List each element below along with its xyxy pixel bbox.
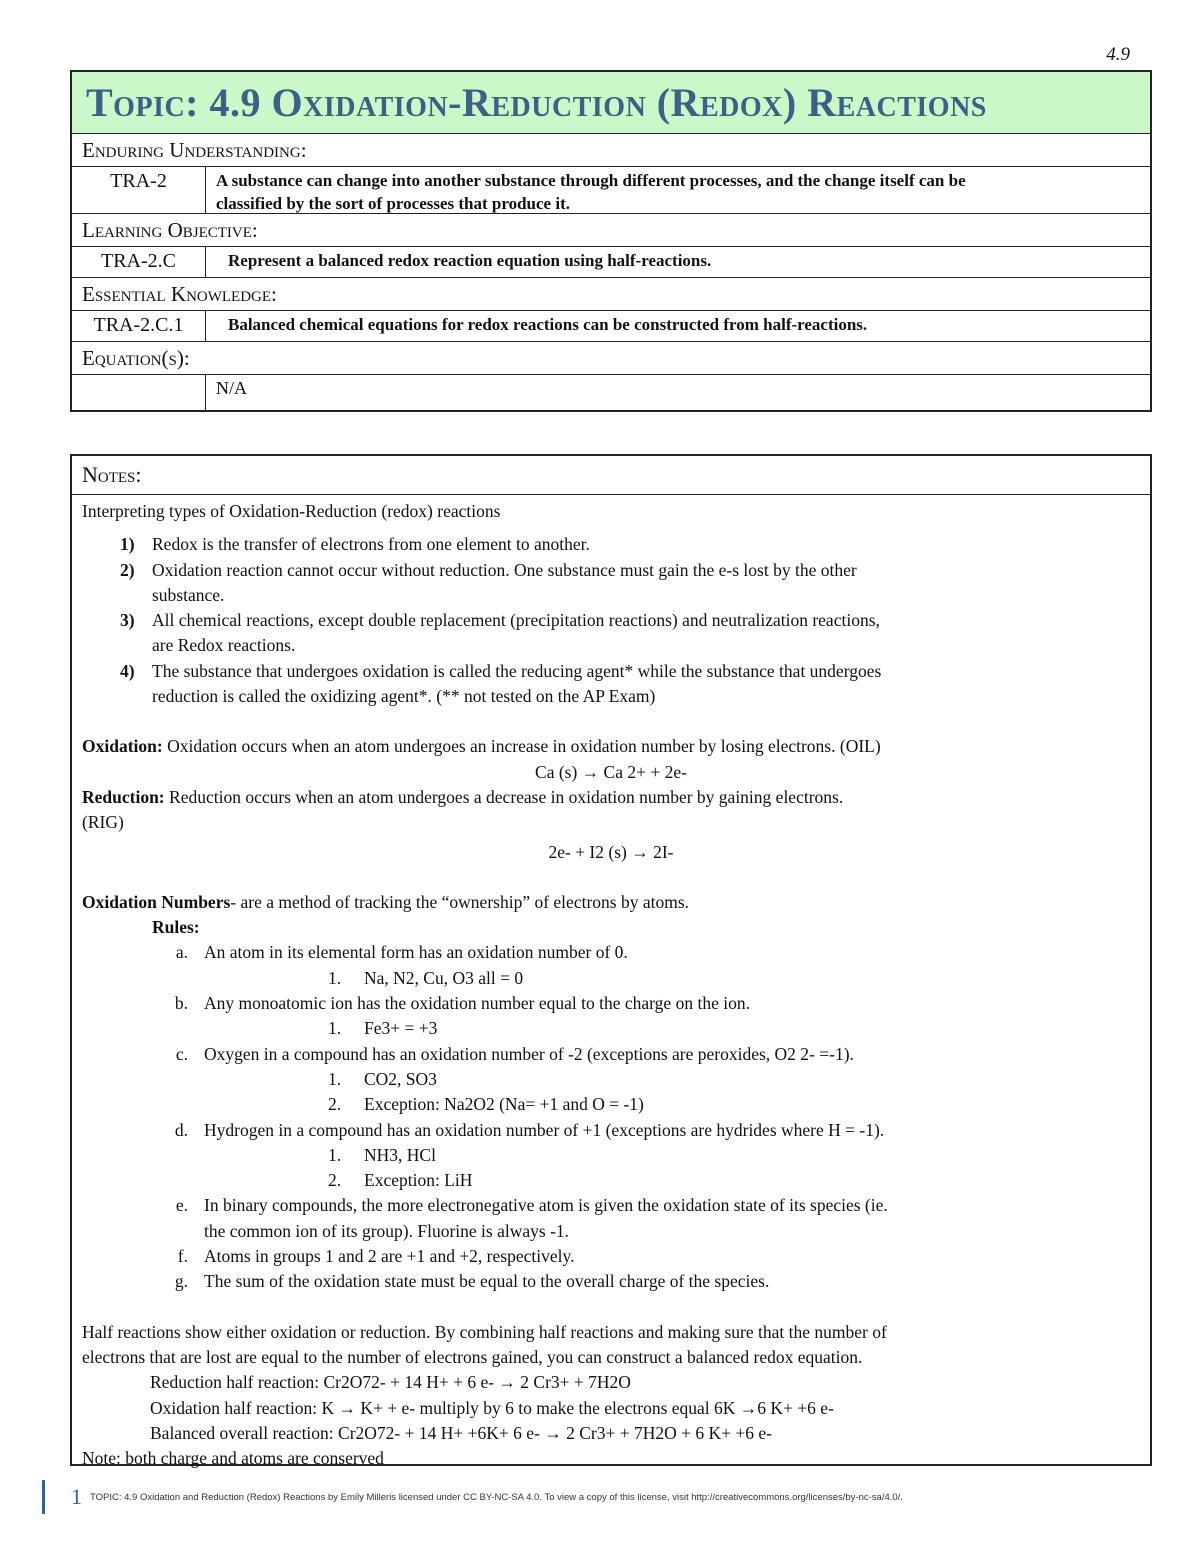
- rule-item: [82, 1042, 1140, 1067]
- enduring-text-line-1: A substance can change into another substance through different processes, and the change itself can be: [216, 171, 966, 190]
- list-item-text: Oxidation reaction cannot occur without reduction. One substance must gain the e-s lost by the other: [152, 559, 857, 580]
- balanced-overall-reaction: [82, 1421, 1140, 1446]
- rule-item: [82, 991, 1140, 1016]
- equations-value: N/A: [216, 378, 247, 398]
- reduction-half-equation: Cr2O72- + 14 H+ + 6 e- → 2 Cr3+ + 7H2O: [323, 1372, 631, 1393]
- rule-example-text: Fe3+ = +3: [364, 1018, 438, 1039]
- equations-row: [72, 375, 1150, 410]
- rule-example-text: NH3, HCl: [364, 1144, 436, 1165]
- footer-license-text: TOPIC: 4.9 Oxidation and Reduction (Redox) Reactions by Emily Milleris licensed under CC BY-NC-SA 4.0. To view a copy of this license, visit http://creativecommons.org/licenses/by-nc-sa/4.0/.: [90, 1491, 903, 1503]
- knowledge-code: TRA-2.C.1: [72, 311, 206, 341]
- rule-example: [82, 1143, 1140, 1168]
- rule-text: Any monoatomic ion has the oxidation number equal to the charge on the ion.: [204, 993, 750, 1014]
- oxidation-numbers-definition: [82, 890, 1140, 915]
- ox-num-term: Oxidation Numbers: [82, 891, 231, 912]
- list-item: [82, 583, 1140, 608]
- list-item: [82, 532, 1140, 557]
- rule-example-number: 1.: [328, 1068, 342, 1089]
- list-item: [82, 608, 1140, 633]
- rule-item: [82, 1244, 1140, 1269]
- reduction-definition: [82, 785, 1140, 810]
- list-item-number: 3): [120, 610, 135, 631]
- page-footer: [42, 1480, 903, 1514]
- reduction-half-label: Reduction half reaction:: [150, 1372, 320, 1393]
- list-item: [82, 558, 1140, 583]
- list-item: [82, 633, 1140, 658]
- half-reactions-para-1: Half reactions show either oxidation or reduction. By combining half reactions and making sure that the number of: [82, 1321, 887, 1342]
- knowledge-text: Balanced chemical equations for redox reactions can be constructed from half-reactions.: [228, 315, 868, 334]
- conservation-note: Note: both charge and atoms are conserved: [82, 1448, 384, 1469]
- knowledge-label: Essential Knowledge:: [72, 278, 1150, 311]
- rule-item: [82, 1269, 1140, 1294]
- equations-label: Equation(s):: [72, 342, 1150, 375]
- oxidation-equation: Ca (s) → Ca 2+ + 2e-: [535, 761, 687, 782]
- list-item-text: All chemical reactions, except double replacement (precipitation reactions) and neutralization reactions,: [152, 610, 880, 631]
- rule-item: [82, 940, 1140, 965]
- list-item-number: 2): [120, 559, 135, 580]
- rule-example: [82, 966, 1140, 991]
- list-item: [82, 659, 1140, 684]
- list-item-text: substance.: [152, 584, 225, 605]
- notes-intro: Interpreting types of Oxidation-Reduction (redox) reactions: [82, 501, 501, 521]
- rules-label: Rules:: [152, 917, 200, 938]
- list-item-text: Redox is the transfer of electrons from one element to another.: [152, 534, 590, 555]
- rule-text: In binary compounds, the more electronegative atom is given the oxidation state of its species (ie.: [204, 1195, 888, 1216]
- rule-example: [82, 1168, 1140, 1193]
- reduction-tag: (RIG): [82, 812, 124, 833]
- topic-header-table: [70, 70, 1152, 412]
- rule-example-number: 2.: [328, 1094, 342, 1115]
- half-reactions-para-2: electrons that are lost are equal to the number of electrons gained, you can construct a balanced redox equation.: [82, 1346, 863, 1367]
- list-item-text: The substance that undergoes oxidation is called the reducing agent* while the substance that undergoes: [152, 660, 882, 681]
- oxidation-half-reaction: [82, 1396, 1140, 1421]
- list-item-number: 4): [120, 660, 135, 681]
- oxidation-term: Oxidation:: [82, 736, 163, 757]
- rule-text: the common ion of its group). Fluorine is always -1.: [204, 1220, 570, 1241]
- rule-text: The sum of the oxidation state must be equal to the overall charge of the species.: [204, 1271, 770, 1292]
- page-number: 4.9: [1106, 44, 1130, 65]
- list-item-text: reduction is called the oxidizing agent*. (** not tested on the AP Exam): [152, 686, 656, 707]
- rule-item: [82, 1193, 1140, 1218]
- title-row: [72, 72, 1150, 134]
- objective-text: Represent a balanced redox reaction equation using half-reactions.: [228, 251, 712, 270]
- objective-label: Learning Objective:: [72, 214, 1150, 247]
- rule-item: [82, 1118, 1140, 1143]
- rule-text: Atoms in groups 1 and 2 are +1 and +2, respectively.: [204, 1246, 575, 1267]
- rules-list: [82, 940, 1140, 1294]
- equations-code: [72, 375, 206, 410]
- footer-accent-bar: [42, 1480, 45, 1514]
- enduring-row: [72, 167, 1150, 214]
- rule-example-number: 1.: [328, 1144, 342, 1165]
- balanced-equation: Cr2O72- + 14 H+ +6K+ 6 e- → 2 Cr3+ + 7H2O + 6 K+ +6 e-: [338, 1422, 772, 1443]
- notes-label: Notes:: [72, 456, 1150, 495]
- oxidation-definition: [82, 734, 1140, 759]
- rule-example-text: Exception: Na2O2 (Na= +1 and O = -1): [364, 1094, 644, 1115]
- rule-letter: b.: [174, 993, 188, 1014]
- rule-text: Oxygen in a compound has an oxidation number of -2 (exceptions are peroxides, O2 2- =-1).: [204, 1043, 854, 1064]
- ox-num-def-text: - are a method of tracking the “ownership” of electrons by atoms.: [230, 891, 690, 912]
- reduction-half-reaction: [82, 1370, 1140, 1395]
- list-item-number: 1): [120, 534, 135, 555]
- balanced-label: Balanced overall reaction:: [150, 1422, 334, 1443]
- objective-row: [72, 247, 1150, 278]
- reduction-equation: 2e- + I2 (s) → 2I-: [548, 841, 674, 862]
- rule-example-text: Na, N2, Cu, O3 all = 0: [364, 967, 524, 988]
- rule-item: [82, 1219, 1140, 1244]
- rule-example-number: 1.: [328, 967, 342, 988]
- notes-box: [70, 454, 1152, 1469]
- rule-text: Hydrogen in a compound has an oxidation number of +1 (exceptions are hydrides where H = -1).: [204, 1119, 885, 1140]
- objective-code: TRA-2.C: [72, 247, 206, 277]
- notes-body: [72, 495, 1150, 1475]
- enduring-label: Enduring Understanding:: [72, 134, 1150, 167]
- rule-example: [82, 1092, 1140, 1117]
- enduring-text-line-2: classified by the sort of processes that produce it.: [216, 194, 570, 213]
- rule-example-text: CO2, SO3: [364, 1068, 437, 1089]
- page-title: Topic: 4.9 Oxidation-Reduction (Redox) Reactions: [86, 80, 987, 125]
- rule-example: [82, 1016, 1140, 1041]
- oxidation-half-label: Oxidation half reaction:: [150, 1397, 318, 1418]
- redox-list: [82, 532, 1140, 709]
- enduring-text: [206, 167, 1150, 213]
- rule-example-number: 2.: [328, 1170, 342, 1191]
- rule-letter: d.: [174, 1119, 188, 1140]
- oxidation-def-text: Oxidation occurs when an atom undergoes an increase in oxidation number by losing electrons. (OIL): [162, 736, 881, 757]
- rule-letter: c.: [175, 1043, 188, 1064]
- rule-example-text: Exception: LiH: [364, 1170, 473, 1191]
- rule-example: [82, 1067, 1140, 1092]
- rule-example-number: 1.: [328, 1018, 342, 1039]
- rule-letter: e.: [175, 1195, 188, 1216]
- reduction-term: Reduction:: [82, 786, 165, 807]
- reduction-def-text: Reduction occurs when an atom undergoes a decrease in oxidation number by gaining electrons.: [164, 786, 844, 807]
- knowledge-row: [72, 311, 1150, 342]
- oxidation-half-equation: K → K+ + e- multiply by 6 to make the electrons equal 6K →6 K+ +6 e-: [321, 1397, 834, 1418]
- rule-letter: a.: [175, 942, 188, 963]
- list-item: [82, 684, 1140, 709]
- rule-letter: f.: [177, 1246, 188, 1267]
- enduring-code: TRA-2: [72, 167, 206, 213]
- rule-letter: g.: [174, 1271, 188, 1292]
- rule-text: An atom in its elemental form has an oxidation number of 0.: [204, 942, 628, 963]
- footer-page-number: 1: [71, 1484, 82, 1509]
- list-item-text: are Redox reactions.: [152, 635, 296, 656]
